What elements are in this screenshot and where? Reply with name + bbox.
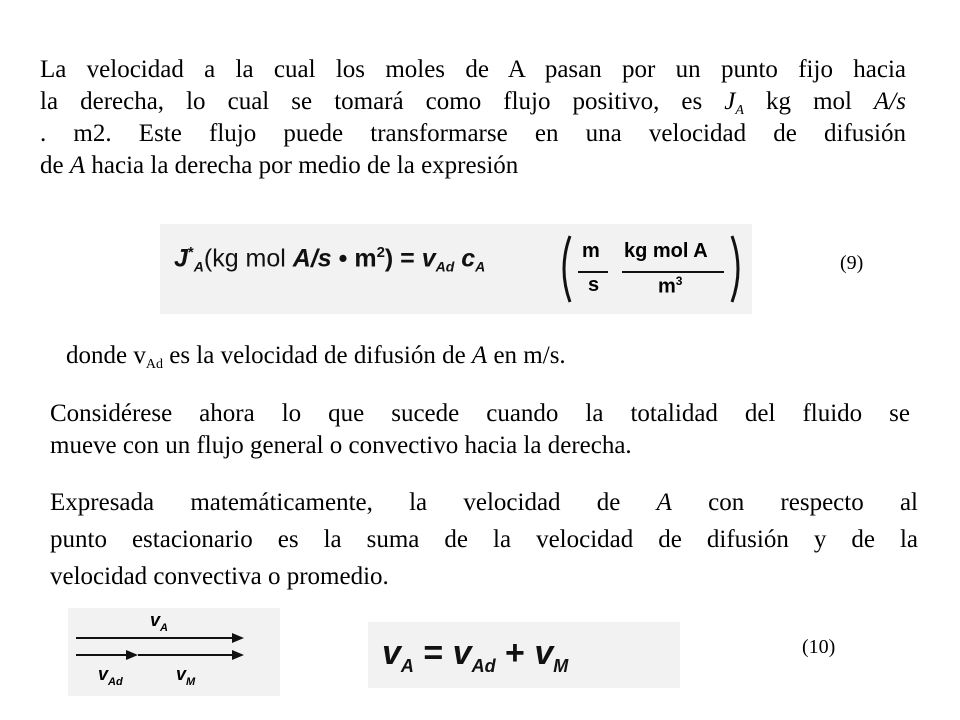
equation-10-content: $v_A = v_{Ad} + v_M$ (382, 634, 569, 676)
paragraph-vad-definition: donde $v_{Ad}$ es la velocidad de difusión de A en m/s. (66, 342, 566, 372)
paragraph-velocity-sum (50, 484, 918, 595)
eq9-num-2: kg mol A (624, 240, 708, 262)
label-vM: $v_M$ (176, 664, 196, 688)
p3-line-1: Considérese ahora lo que sucede cuando la totalidad del fluido se (50, 400, 910, 427)
velocity-arrows-diagram (68, 608, 280, 696)
paragraph-convective-flow (50, 398, 910, 462)
label-vAd: $v_{Ad}$ (98, 664, 123, 688)
label-vA: $v_A$ (150, 610, 168, 634)
p4-line-3: velocidad convectiva o promedio. (50, 563, 389, 590)
equation-10-image (368, 622, 680, 688)
p1-line-4: de A hacia la derecha por medio de la expresión (40, 152, 519, 179)
p1-line-1: La velocidad a la cual los moles de A pasan por un punto fijo hacia (40, 56, 906, 83)
equation-10-number: (10) (802, 636, 836, 658)
p4-line-1: Expresada matemáticamente, la velocidad de A con respecto al (50, 489, 918, 516)
equation-9-number: (9) (840, 252, 864, 274)
eq9-den-2: $m^3$ (658, 274, 683, 298)
equation-9-image (160, 224, 752, 314)
equation-9-content: $J^*_A(kg$ mol A/s • $m^2) = v_{Ad}$ $c_A$ (174, 244, 486, 275)
equation-9-fraction (558, 232, 744, 306)
p1-line-3: . m2. Este flujo puede transformarse en una velocidad de difusión (40, 120, 906, 147)
eq9-den-1: s (588, 274, 600, 296)
p4-line-2: punto estacionario es la suma de la velocidad de difusión y de la (50, 526, 918, 553)
p3-line-2: mueve con un flujo general o convectivo hacia la derecha. (50, 432, 632, 459)
eq9-num-1: m (582, 240, 600, 262)
p1-line-2: la derecha, lo cual se tomará como flujo positivo, es $J_A$ kg mol A/s (40, 88, 906, 118)
paragraph-flux-definition (40, 54, 906, 182)
